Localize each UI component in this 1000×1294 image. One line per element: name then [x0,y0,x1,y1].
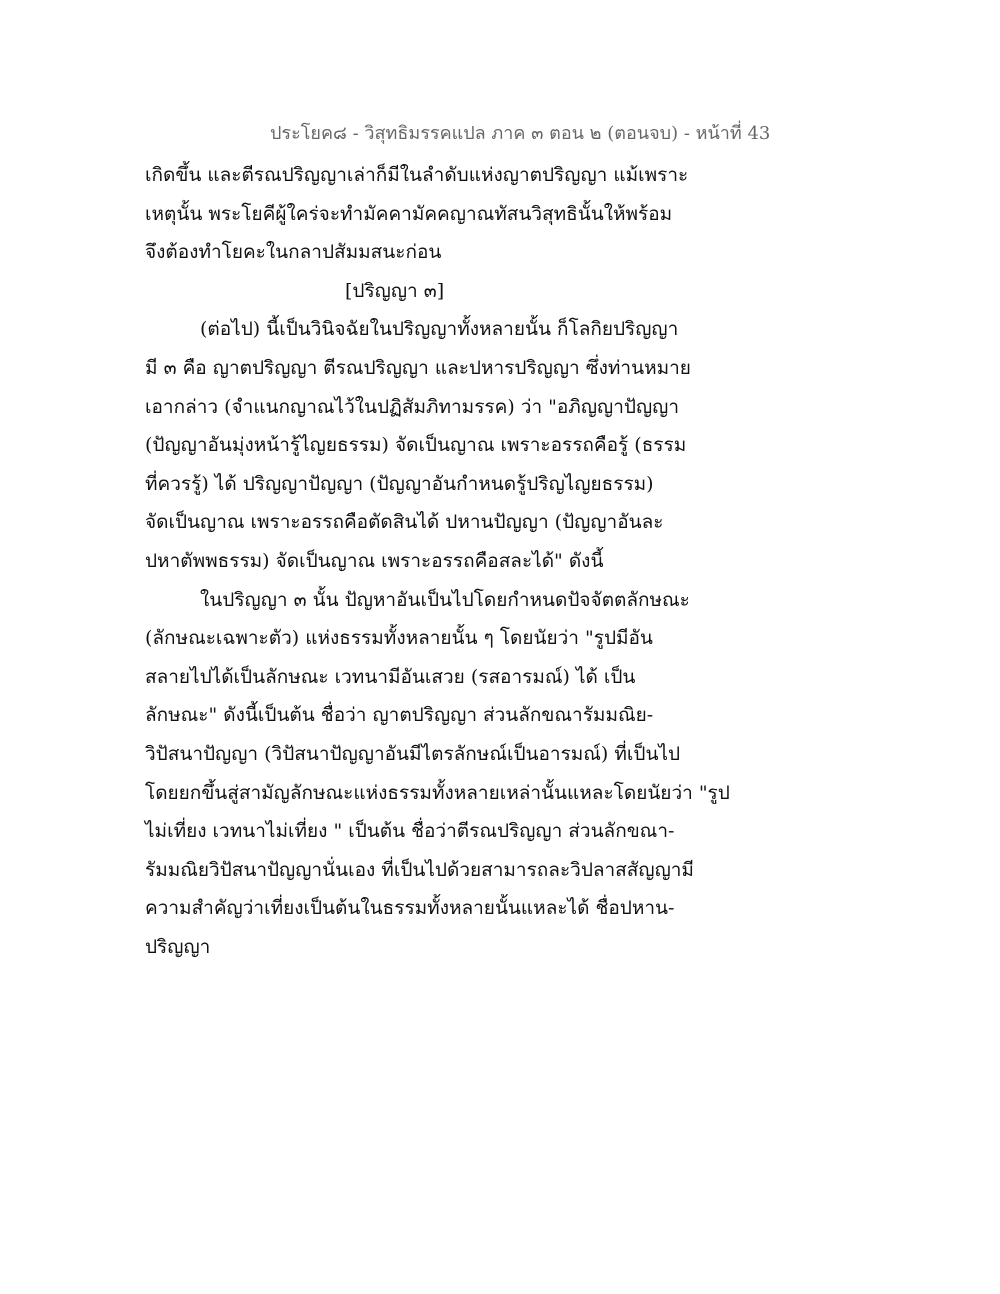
paragraph-first-line: (ต่อไป) นี้เป็นวินิจฉัยในปริญญาทั้งหลายนั้น ก็โลกิยปริญญา [200,318,679,341]
text-line: ความสำคัญว่าเที่ยงเป็นต้นในธรรมทั้งหลายนั้นแหละได้ ชื่อปหาน- [145,897,675,920]
text-line: มี ๓ คือ ญาตปริญญา ตีรณปริญญา และปหารปริญญา ซึ่งท่านหมาย [145,356,691,379]
text-line: ไม่เที่ยง เวทนาไม่เที่ยง " เป็นต้น ชื่อว่าตีรณปริญญา ส่วนลักขณา- [145,820,675,843]
document-body [145,156,745,966]
text-line: ลักษณะ" ดังนี้เป็นต้น ชื่อว่า ญาตปริญญา ส่วนลักขณารัมมณิย- [145,704,654,727]
text-line: เกิดขึ้น และตีรณปริญญาเล่าก็มีในลำดับแห่งญาตปริญญา แม้เพราะ [145,164,689,186]
text-line: เอากล่าว (จำแนกญาณไว้ในปฏิสัมภิทามรรค) ว่า "อภิญญาปัญญา [145,395,679,418]
text-line: วิปัสนาปัญญา (วิปัสนาปัญญาอันมีไตรลักษณ์เป็นอารมณ์) ที่เป็นไป [145,742,681,765]
text-line: เหตุนั้น พระโยคีผู้ใคร่จะทำมัคคามัคคญาณทัสนวิสุทธินั้นให้พร้อม [145,202,673,225]
text-line: ปริญญา [145,935,211,958]
text-line: โดยยกขึ้นสู่สามัญลักษณะแห่งธรรมทั้งหลายเหล่านั้นแหละโดยนัยว่า "รูป [145,781,730,804]
text-line: ปหาตัพพธรรม) จัดเป็นญาณ เพราะอรรถคือสละได้" ดังนี้ [145,549,604,572]
text-line: รัมมณิยวิปัสนาปัญญานั่นเอง ที่เป็นไปด้วยสามารถละวิปลาสสัญญามี [145,858,694,881]
page-header: ประโยค๘ - วิสุทธิมรรคแปล ภาค ๓ ตอน ๒ (ตอนจบ) - หน้าที่ 43 [270,123,771,144]
text-line: ที่ควรรู้) ได้ ปริญญาปัญญา (ปัญญาอันกำหนดรู้ปริญไญยธรรม) [145,472,654,495]
text-line: จัดเป็นญาณ เพราะอรรถคือตัดสินได้ ปหานปัญญา (ปัญญาอันละ [145,511,664,534]
text-line: (ลักษณะเฉพาะตัว) แห่งธรรมทั้งหลายนั้น ๆ โดยนัยว่า "รูปมีอัน [145,627,653,650]
text-line: (ปัญญาอันมุ่งหน้ารู้ไญยธรรม) จัดเป็นญาณ เพราะอรรถคือรู้ (ธรรม [145,434,687,457]
text-line: จึงต้องทำโยคะในกลาปสัมมสนะก่อน [145,241,442,264]
text-line: สลายไปได้เป็นลักษณะ เวทนามีอันเสวย (รสอารมณ์) ได้ เป็น [145,665,636,688]
section-heading: [ปริญญา ๓] [345,279,445,302]
paragraph-first-line: ในปริญญา ๓ นั้น ปัญหาอันเป็นไปโดยกำหนดปัจจัตตลักษณะ [200,588,690,611]
